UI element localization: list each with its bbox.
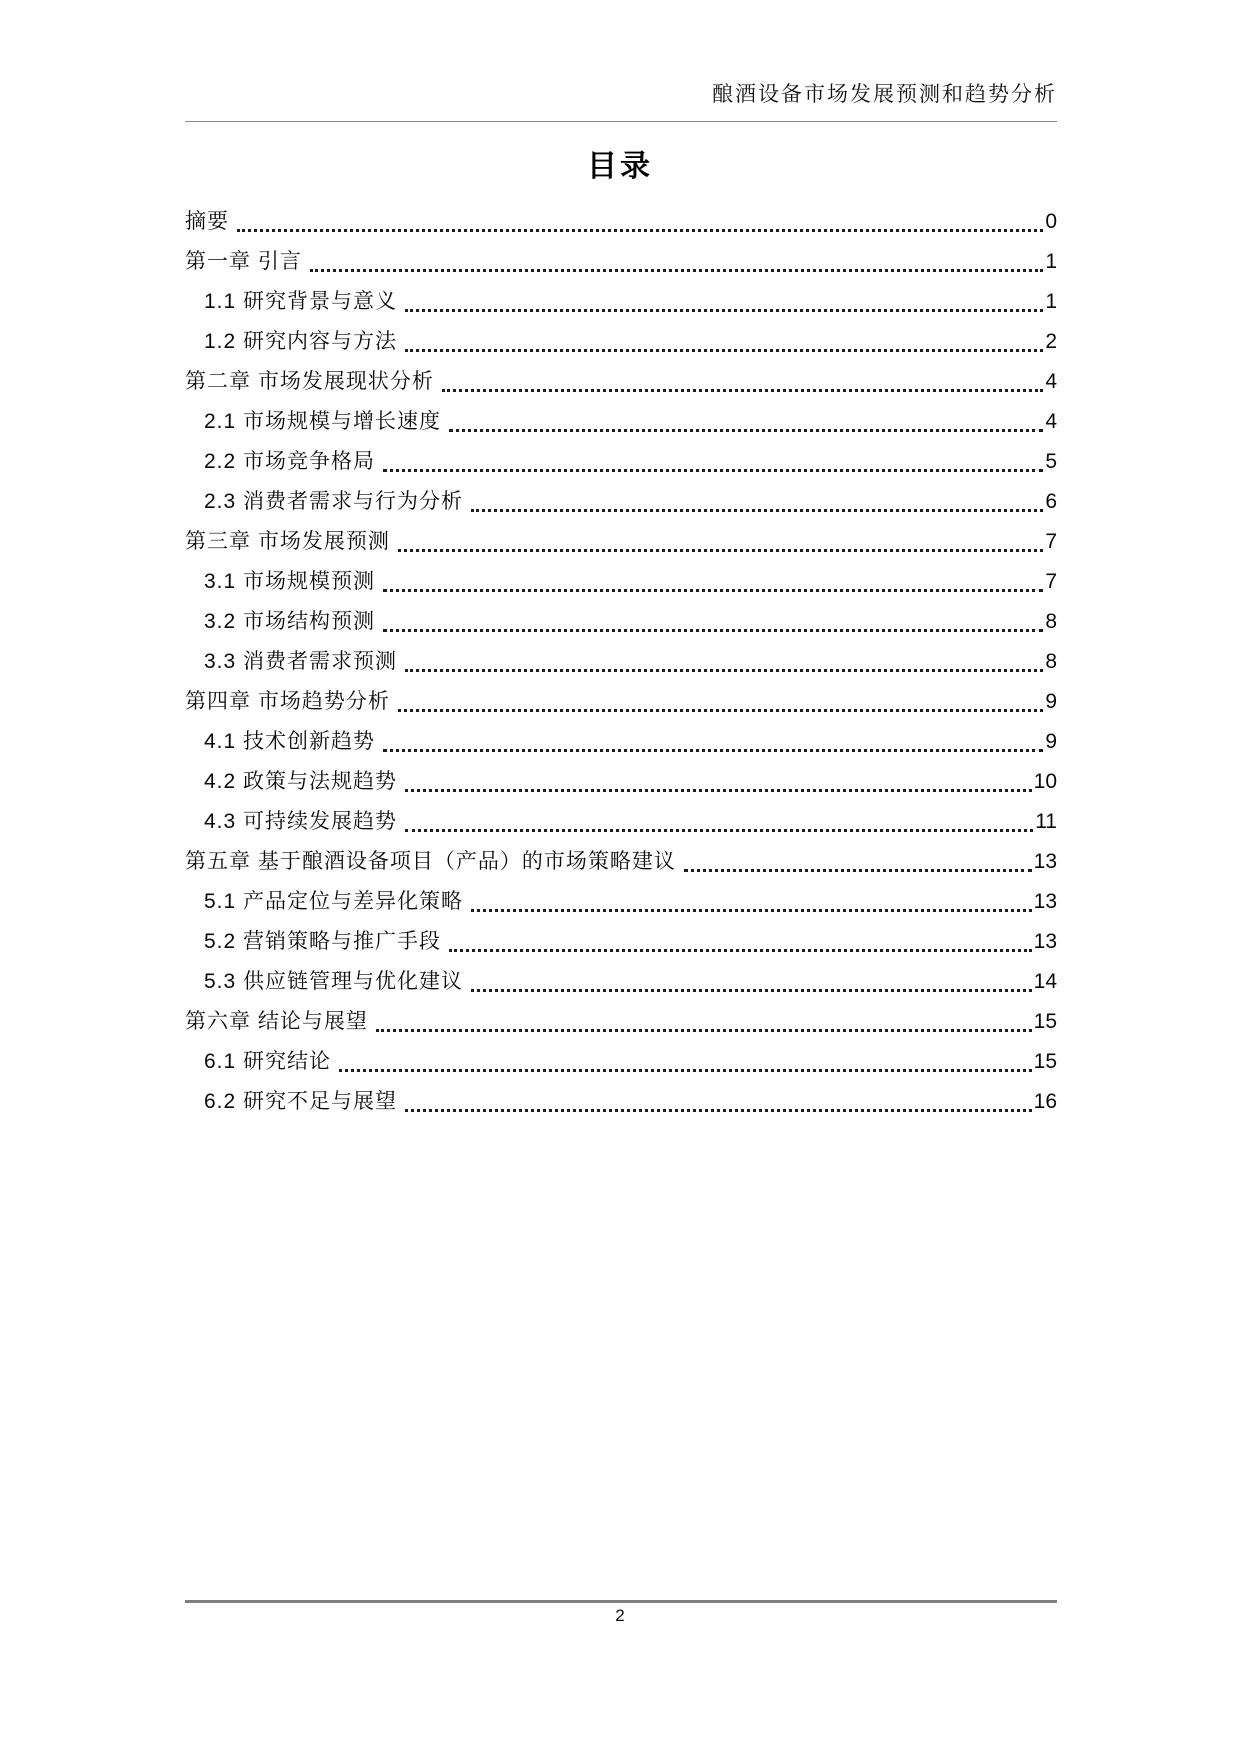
toc-dot-leader — [310, 269, 1043, 272]
toc-entry[interactable] — [185, 722, 1057, 762]
toc-entry[interactable] — [185, 1042, 1057, 1082]
toc-dot-leader — [471, 989, 1032, 992]
toc-dot-leader — [383, 469, 1043, 472]
toc-entry-label: 6.2 研究不足与展望 — [204, 1090, 398, 1113]
toc-list — [185, 202, 1057, 1122]
toc-entry-page: 15 — [1033, 1050, 1057, 1073]
toc-entry[interactable] — [185, 562, 1057, 602]
toc-entry-page: 7 — [1045, 530, 1057, 553]
toc-entry-page: 9 — [1045, 690, 1057, 713]
toc-entry[interactable] — [185, 962, 1057, 1002]
toc-entry[interactable] — [185, 1082, 1057, 1122]
toc-entry[interactable] — [185, 242, 1057, 282]
toc-dot-leader — [405, 669, 1043, 672]
toc-entry-label: 6.1 研究结论 — [204, 1050, 332, 1073]
toc-entry[interactable] — [185, 362, 1057, 402]
toc-entry-page: 6 — [1045, 490, 1057, 513]
toc-entry[interactable] — [185, 322, 1057, 362]
toc-entry-label: 5.3 供应链管理与优化建议 — [204, 970, 464, 993]
toc-entry-label: 第二章 市场发展现状分析 — [185, 370, 434, 393]
toc-dot-leader — [449, 429, 1043, 432]
toc-entry-page: 2 — [1045, 330, 1057, 353]
toc-dot-leader — [405, 1109, 1032, 1112]
toc-entry-label: 4.2 政策与法规趋势 — [204, 770, 398, 793]
toc-entry-label: 1.1 研究背景与意义 — [204, 290, 398, 313]
footer-page-number: 2 — [615, 1606, 625, 1625]
toc-entry[interactable] — [185, 442, 1057, 482]
toc-entry-page: 0 — [1045, 210, 1057, 233]
toc-entry-label: 摘要 — [185, 210, 229, 233]
toc-entry-page: 11 — [1035, 810, 1057, 833]
toc-entry-label: 第四章 市场趋势分析 — [185, 690, 390, 713]
toc-entry-page: 16 — [1033, 1090, 1057, 1113]
toc-entry-label: 第一章 引言 — [185, 250, 302, 273]
toc-entry[interactable] — [185, 762, 1057, 802]
toc-dot-leader — [376, 1029, 1032, 1032]
toc-entry-page: 13 — [1033, 890, 1057, 913]
toc-dot-leader — [398, 549, 1043, 552]
toc-entry-page: 10 — [1033, 770, 1057, 793]
toc-entry[interactable] — [185, 842, 1057, 882]
toc-entry-label: 5.2 营销策略与推广手段 — [204, 930, 442, 953]
toc-dot-leader — [383, 589, 1043, 592]
toc-dot-leader — [237, 229, 1043, 232]
toc-entry-page: 8 — [1045, 610, 1057, 633]
toc-entry-label: 5.1 产品定位与差异化策略 — [204, 890, 464, 913]
toc-entry-page: 5 — [1045, 450, 1057, 473]
toc-entry[interactable] — [185, 202, 1057, 242]
toc-entry[interactable] — [185, 482, 1057, 522]
toc-entry-label: 第六章 结论与展望 — [185, 1010, 368, 1033]
toc-entry-label: 第三章 市场发展预测 — [185, 530, 390, 553]
toc-entry-page: 13 — [1033, 850, 1057, 873]
toc-entry[interactable] — [185, 282, 1057, 322]
toc-entry-page: 8 — [1045, 650, 1057, 673]
toc-dot-leader — [383, 629, 1043, 632]
toc-entry-page: 1 — [1045, 250, 1057, 273]
toc-entry[interactable] — [185, 682, 1057, 722]
toc-title: 目录 — [587, 150, 653, 183]
toc-dot-leader — [405, 349, 1043, 352]
toc-entry-page: 14 — [1033, 970, 1057, 993]
toc-entry-label: 2.2 市场竞争格局 — [204, 450, 376, 473]
toc-entry-label: 1.2 研究内容与方法 — [204, 330, 398, 353]
toc-dot-leader — [398, 709, 1043, 712]
toc-entry-page: 9 — [1045, 730, 1057, 753]
toc-dot-leader — [405, 829, 1033, 832]
toc-entry[interactable] — [185, 802, 1057, 842]
toc-entry-label: 4.1 技术创新趋势 — [204, 730, 376, 753]
toc-entry-page: 7 — [1045, 570, 1057, 593]
toc-dot-leader — [405, 789, 1032, 792]
toc-entry[interactable] — [185, 602, 1057, 642]
toc-entry-page: 4 — [1045, 370, 1057, 393]
toc-entry-page: 4 — [1045, 410, 1057, 433]
toc-dot-leader — [383, 749, 1043, 752]
toc-entry-label: 3.2 市场结构预测 — [204, 610, 376, 633]
footer-divider — [185, 1600, 1057, 1603]
toc-entry-page: 1 — [1045, 290, 1057, 313]
toc-entry-label: 2.3 消费者需求与行为分析 — [204, 490, 464, 513]
toc-dot-leader — [449, 949, 1032, 952]
toc-entry-label: 2.1 市场规模与增长速度 — [204, 410, 442, 433]
toc-entry-page: 15 — [1033, 1010, 1057, 1033]
toc-entry[interactable] — [185, 402, 1057, 442]
toc-entry[interactable] — [185, 1002, 1057, 1042]
toc-dot-leader — [442, 389, 1043, 392]
page-header-title: 酿酒设备市场发展预测和趋势分析 — [712, 83, 1057, 106]
toc-entry-page: 13 — [1033, 930, 1057, 953]
toc-entry-label: 第五章 基于酿酒设备项目（产品）的市场策略建议 — [185, 850, 676, 873]
toc-dot-leader — [405, 309, 1043, 312]
toc-entry-label: 3.3 消费者需求预测 — [204, 650, 398, 673]
toc-entry[interactable] — [185, 642, 1057, 682]
toc-dot-leader — [471, 509, 1043, 512]
toc-entry[interactable] — [185, 922, 1057, 962]
toc-entry-label: 4.3 可持续发展趋势 — [204, 810, 398, 833]
toc-dot-leader — [684, 869, 1032, 872]
toc-entry-label: 3.1 市场规模预测 — [204, 570, 376, 593]
toc-dot-leader — [471, 909, 1032, 912]
toc-entry[interactable] — [185, 882, 1057, 922]
toc-dot-leader — [339, 1069, 1032, 1072]
header-divider — [185, 121, 1057, 122]
toc-entry[interactable] — [185, 522, 1057, 562]
